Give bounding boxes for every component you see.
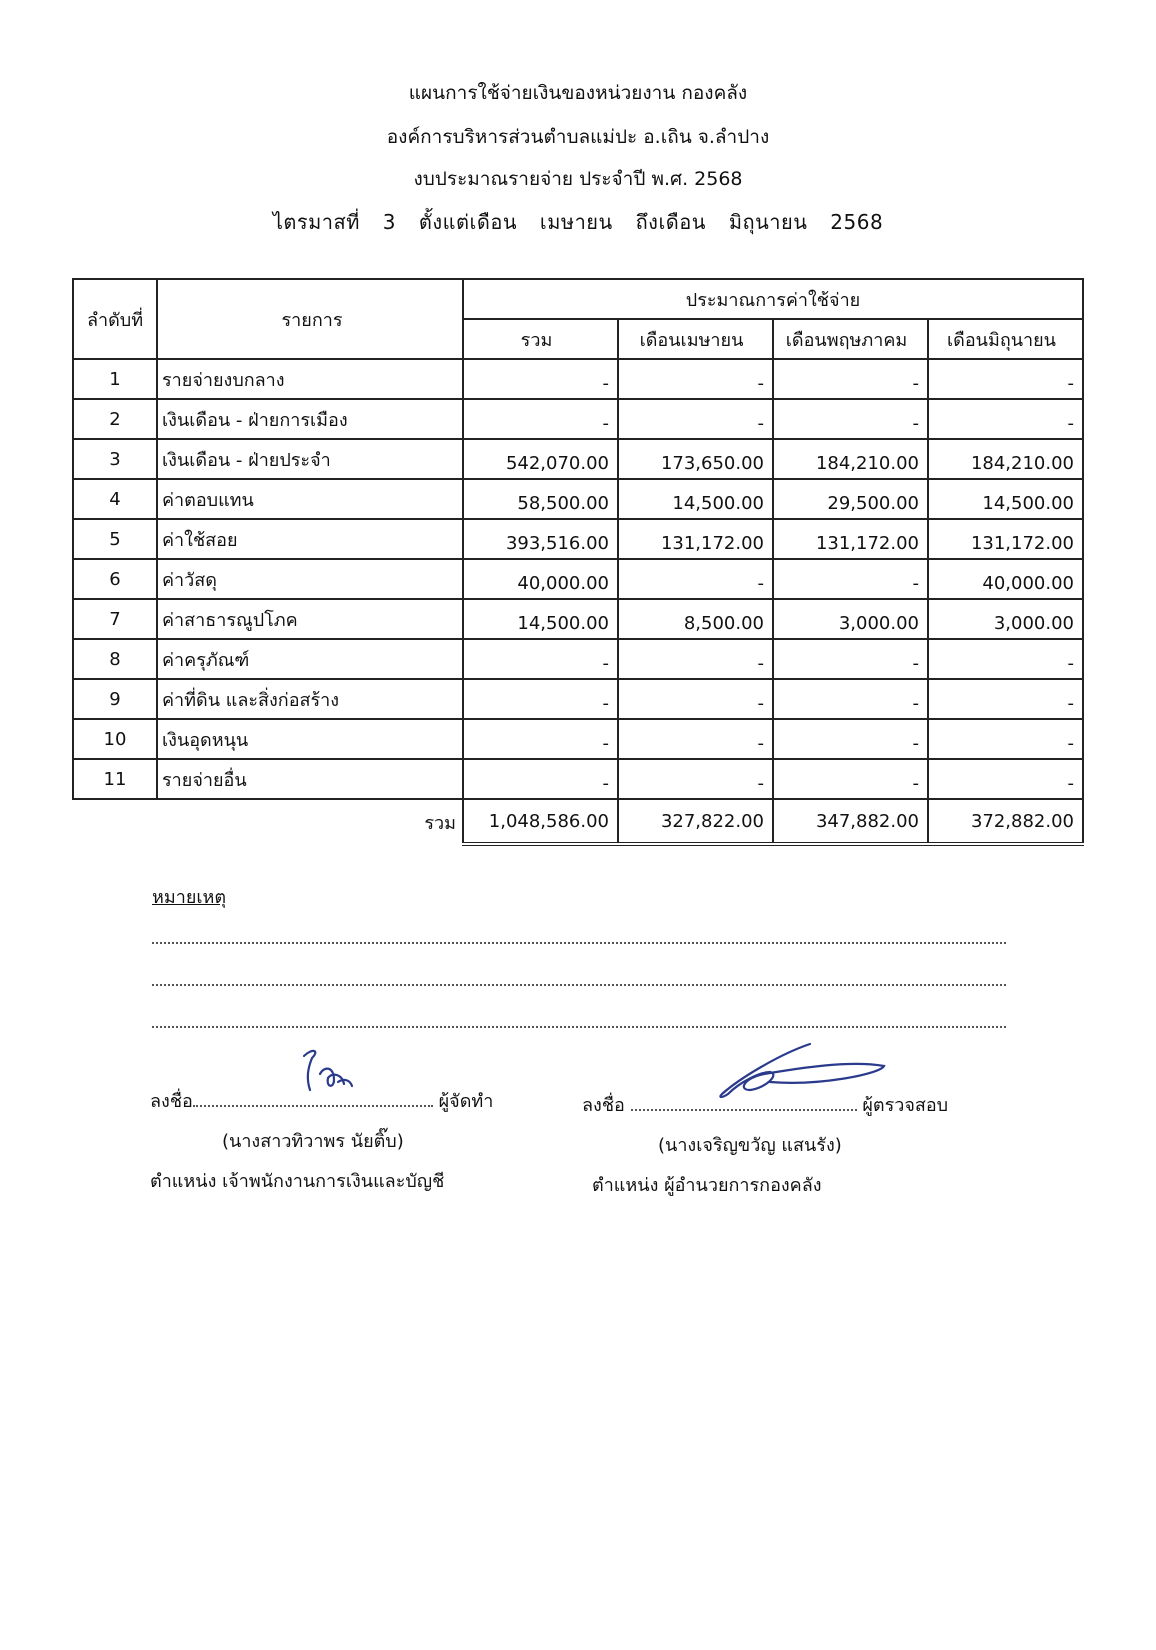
reviewer-sign-prefix: ลงชื่อ [582,1095,625,1116]
header-estimate-group: ประมาณการค่าใช้จ่าย [463,279,1083,319]
row-june: 14,500.00 [928,479,1083,519]
row-april: - [618,679,773,719]
row-no: 5 [73,519,157,559]
table-row [73,399,1083,439]
quarter-label: ไตรมาสที่ [272,210,360,234]
table-row [73,679,1083,719]
preparer-position: ตำแหน่ง เจ้าพนักงานการเงินและบัญชี [150,1171,445,1192]
total-row [73,799,1083,844]
row-no: 6 [73,559,157,599]
to-month: มิถุนายน [728,210,808,234]
row-item: รายจ่ายงบกลาง [157,359,463,399]
total-may: 347,882.00 [773,799,928,844]
note-line-3 [152,1026,1006,1028]
total-june: 372,882.00 [928,799,1083,844]
reviewer-name: (นางเจริญขวัญ แสนรัง) [658,1135,842,1156]
row-no: 2 [73,399,157,439]
preparer-name: (นางสาวทิวาพร นัยติ๊บ) [222,1131,404,1152]
preparer-sign-line [150,1086,493,1115]
row-total: 542,070.00 [463,439,618,479]
header-month-april: เดือนเมษายน [618,319,773,359]
table-row [73,559,1083,599]
to-month-label: ถึงเดือน [635,210,706,234]
row-total: - [463,359,618,399]
row-april: - [618,359,773,399]
row-total: 14,500.00 [463,599,618,639]
row-no: 8 [73,639,157,679]
row-may: - [773,679,928,719]
header-month-june: เดือนมิถุนายน [928,319,1083,359]
row-no: 3 [73,439,157,479]
row-may: 3,000.00 [773,599,928,639]
doc-title-line1: แผนการใช้จ่ายเงินของหน่วยงาน กองคลัง [408,82,748,104]
row-may: - [773,399,928,439]
from-month-label: ตั้งแต่เดือน [418,210,518,234]
row-may: - [773,719,928,759]
row-june: - [928,679,1083,719]
row-june: - [928,759,1083,799]
note-label: หมายเหตุ [152,887,227,908]
table-row [73,719,1083,759]
row-no: 1 [73,359,157,399]
row-may: 184,210.00 [773,439,928,479]
row-no: 4 [73,479,157,519]
doc-title-line2: องค์การบริหารส่วนตำบลแม่ปะ อ.เถิน จ.ลำปาง [386,126,770,148]
row-item: ค่าใช้สอย [157,519,463,559]
table-row [73,639,1083,679]
row-total: 58,500.00 [463,479,618,519]
from-month: เมษายน [539,210,613,234]
row-item: ค่าครุภัณฑ์ [157,639,463,679]
row-item: ค่าสาธารณูปโภค [157,599,463,639]
row-april: 8,500.00 [618,599,773,639]
row-no: 7 [73,599,157,639]
row-june: 3,000.00 [928,599,1083,639]
doc-title-quarter [0,206,1156,238]
row-may: 131,172.00 [773,519,928,559]
quarter-year: 2568 [830,210,884,234]
row-may: - [773,639,928,679]
table-row [73,359,1083,399]
preparer-role: ผู้จัดทำ [438,1091,494,1112]
row-total: - [463,639,618,679]
row-april: - [618,559,773,599]
row-may: - [773,559,928,599]
note-line-2 [152,984,1006,986]
total-label: รวม [424,812,456,834]
reviewer-role: ผู้ตรวจสอบ [862,1095,949,1116]
row-june: - [928,399,1083,439]
row-item: ค่าตอบแทน [157,479,463,519]
row-item: รายจ่ายอื่น [157,759,463,799]
row-no: 10 [73,719,157,759]
row-total: - [463,399,618,439]
row-total: 393,516.00 [463,519,618,559]
row-june: 184,210.00 [928,439,1083,479]
row-june: 40,000.00 [928,559,1083,599]
header-no: ลำดับที่ [73,279,157,359]
row-april: 173,650.00 [618,439,773,479]
row-april: - [618,399,773,439]
row-june: 131,172.00 [928,519,1083,559]
quarter-number: 3 [382,210,397,234]
total-sum: 1,048,586.00 [463,799,618,844]
row-may: - [773,759,928,799]
table-row [73,479,1083,519]
row-item: เงินเดือน - ฝ่ายประจำ [157,439,463,479]
expense-plan-table [72,278,1084,846]
row-june: - [928,359,1083,399]
row-total: 40,000.00 [463,559,618,599]
row-item: เงินเดือน - ฝ่ายการเมือง [157,399,463,439]
row-april: 131,172.00 [618,519,773,559]
header-item: รายการ [157,279,463,359]
table-row [73,519,1083,559]
row-may: 29,500.00 [773,479,928,519]
row-total: - [463,679,618,719]
row-total: - [463,719,618,759]
table-row [73,599,1083,639]
reviewer-sign-line [582,1090,948,1119]
row-april: - [618,759,773,799]
row-no: 9 [73,679,157,719]
row-april: - [618,639,773,679]
row-april: - [618,719,773,759]
row-april: 14,500.00 [618,479,773,519]
preparer-sign-prefix: ลงชื่อ [150,1091,193,1112]
table-row [73,439,1083,479]
header-total: รวม [463,319,618,359]
row-item: เงินอุดหนุน [157,719,463,759]
row-item: ค่าที่ดิน และสิ่งก่อสร้าง [157,679,463,719]
row-total: - [463,759,618,799]
row-june: - [928,639,1083,679]
reviewer-position: ตำแหน่ง ผู้อำนวยการกองคลัง [592,1175,822,1196]
row-no: 11 [73,759,157,799]
row-june: - [928,719,1083,759]
row-item: ค่าวัสดุ [157,559,463,599]
header-month-may: เดือนพฤษภาคม [773,319,928,359]
table-row [73,759,1083,799]
note-line-1 [152,942,1006,944]
doc-title-line3: งบประมาณรายจ่าย ประจำปี พ.ศ. 2568 [413,168,743,190]
total-april: 327,822.00 [618,799,773,844]
row-may: - [773,359,928,399]
